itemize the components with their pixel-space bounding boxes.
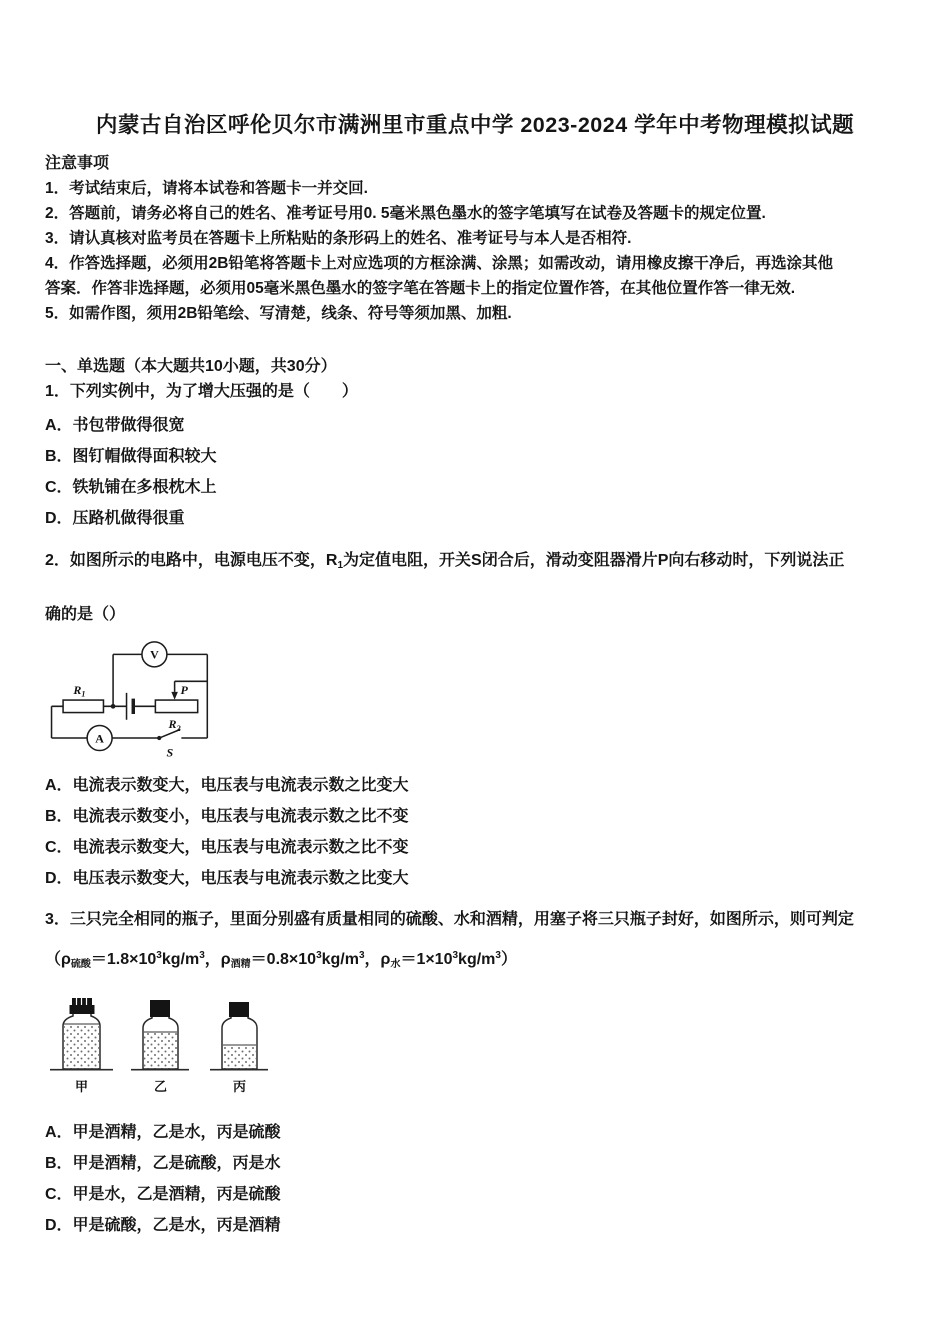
question-2-text-line1 <box>45 548 905 578</box>
bottle-jia-liquid <box>64 1024 99 1069</box>
question-3-text: 3．三只完全相同的瓶子，里面分别盛有质量相同的硫酸、水和酒精，用塞子将三只瓶子封好，如图所示，则可判定 <box>45 911 854 928</box>
bottle-yi-liquid <box>144 1032 177 1069</box>
density-sub-water: 水 <box>390 959 401 970</box>
bottle-bing-label: 丙 <box>232 1079 247 1094</box>
bottle-yi <box>131 1000 189 1094</box>
notice-heading: 注意事项 <box>45 155 110 172</box>
notice-item-4-line2: 答案．作答非选择题，必须用05毫米黑色墨水的签字笔在答题卡上的指定位置作答，在其他位置作答一律无效. <box>45 280 796 297</box>
q2-option-d: D．电压表示数变大，电压表与电流表示数之比变大 <box>45 870 409 887</box>
switch-pivot-dot <box>157 736 161 740</box>
q2-r1-subscript: 1 <box>337 560 344 571</box>
voltmeter-label: V <box>150 647 159 662</box>
question-2-text-line2: 确的是（） <box>45 606 126 623</box>
bottle-yi-label: 乙 <box>153 1079 168 1094</box>
bottle-jia <box>50 998 113 1094</box>
page-title: 内蒙古自治区呼伦贝尔市满洲里市重点中学 2023-2024 学年中考物理模拟试题 <box>95 113 855 137</box>
q2-option-c: C．电流表示数变大，电压表与电流表示数之比不变 <box>45 839 409 856</box>
r1-label: $R_1$ <box>73 682 86 699</box>
q1-option-d: D．压路机做得很重 <box>45 510 185 527</box>
q3-option-a: A．甲是酒精，乙是水，丙是硫酸 <box>45 1124 281 1141</box>
q1-option-b: B．图钉帽做得面积较大 <box>45 448 217 465</box>
bottle-bing <box>210 1002 268 1094</box>
rheostat-r2-symbol <box>155 700 197 713</box>
q3-option-d: D．甲是硫酸，乙是水，丙是酒精 <box>45 1217 281 1234</box>
bottle-bing-cap <box>229 1002 249 1017</box>
notice-item-5: 5．如需作图，须用2B铅笔绘、写清楚，线条、符号等须加黑、加粗. <box>45 305 512 322</box>
density-open: （ρ <box>45 951 71 968</box>
bottle-jia-cap-band <box>70 1005 95 1014</box>
q3-option-c: C．甲是水，乙是酒精，丙是硫酸 <box>45 1186 281 1203</box>
q2-option-b: B．电流表示数变小，电压表与电流表示数之比不变 <box>45 808 409 825</box>
slider-p-label: P <box>180 682 188 697</box>
q2-text-part2: 为定值电阻，开关S闭合后，滑动变阻器滑片P向右移动时，下列说法正 <box>343 552 845 569</box>
q3-option-b: B．甲是酒精，乙是硫酸，丙是水 <box>45 1155 281 1172</box>
question-1-text: 1．下列实例中，为了增大压强的是（ ） <box>45 383 358 400</box>
junction-dot <box>111 704 116 709</box>
density-sub-alcohol: 酒精 <box>230 959 251 970</box>
bottles-diagram <box>48 990 278 1100</box>
r2-label: $R_2$ <box>168 716 181 733</box>
bottle-yi-cap <box>150 1000 170 1017</box>
q2-text-part1: 2．如图所示的电路中，电源电压不变，R <box>45 552 338 569</box>
notice-item-2: 2．答题前，请务必将自己的姓名、准考证号用0. 5毫米黑色墨水的签字笔填写在试卷及答题卡的规定位置. <box>45 205 766 222</box>
q1-option-c: C．铁轨铺在多根枕木上 <box>45 479 217 496</box>
density-sub-sulfuric: 硫酸 <box>70 959 91 970</box>
slider-arrow <box>171 692 178 700</box>
q3-density-values: （$\rho_{硫酸}=1.8\times 10^3kg/m^3$，$\rho_{酒精}=0.8\times 10^3kg/m^3$，$\rho_水=1\times 10^3kg/m^3$） <box>45 950 517 970</box>
resistor-r1-symbol <box>63 700 103 713</box>
section-1-heading: 一、单选题（本大题共10小题，共30分） <box>45 358 337 375</box>
switch-s-label: S <box>166 745 174 760</box>
bottle-jia-label: 甲 <box>74 1079 89 1094</box>
notice-item-4-line1: 4．作答选择题，必须用2B铅笔将答题卡上对应选项的方框涂满、涂黑；如需改动，请用橡皮擦干净后，再选涂其他 <box>45 255 833 272</box>
circuit-labels <box>72 648 188 760</box>
ammeter-label: A <box>95 731 104 746</box>
q2-option-a: A．电流表示数变大，电压表与电流表示数之比变大 <box>45 777 409 794</box>
notice-item-3: 3．请认真核对监考员在答题卡上所粘贴的条形码上的姓名、准考证号与本人是否相符. <box>45 230 632 247</box>
notice-item-1: 1．考试结束后，请将本试卷和答题卡一并交回. <box>45 180 368 197</box>
circuit-diagram <box>30 639 250 764</box>
bottle-bing-liquid <box>223 1045 256 1069</box>
q1-option-a: A．书包带做得很宽 <box>45 417 185 434</box>
